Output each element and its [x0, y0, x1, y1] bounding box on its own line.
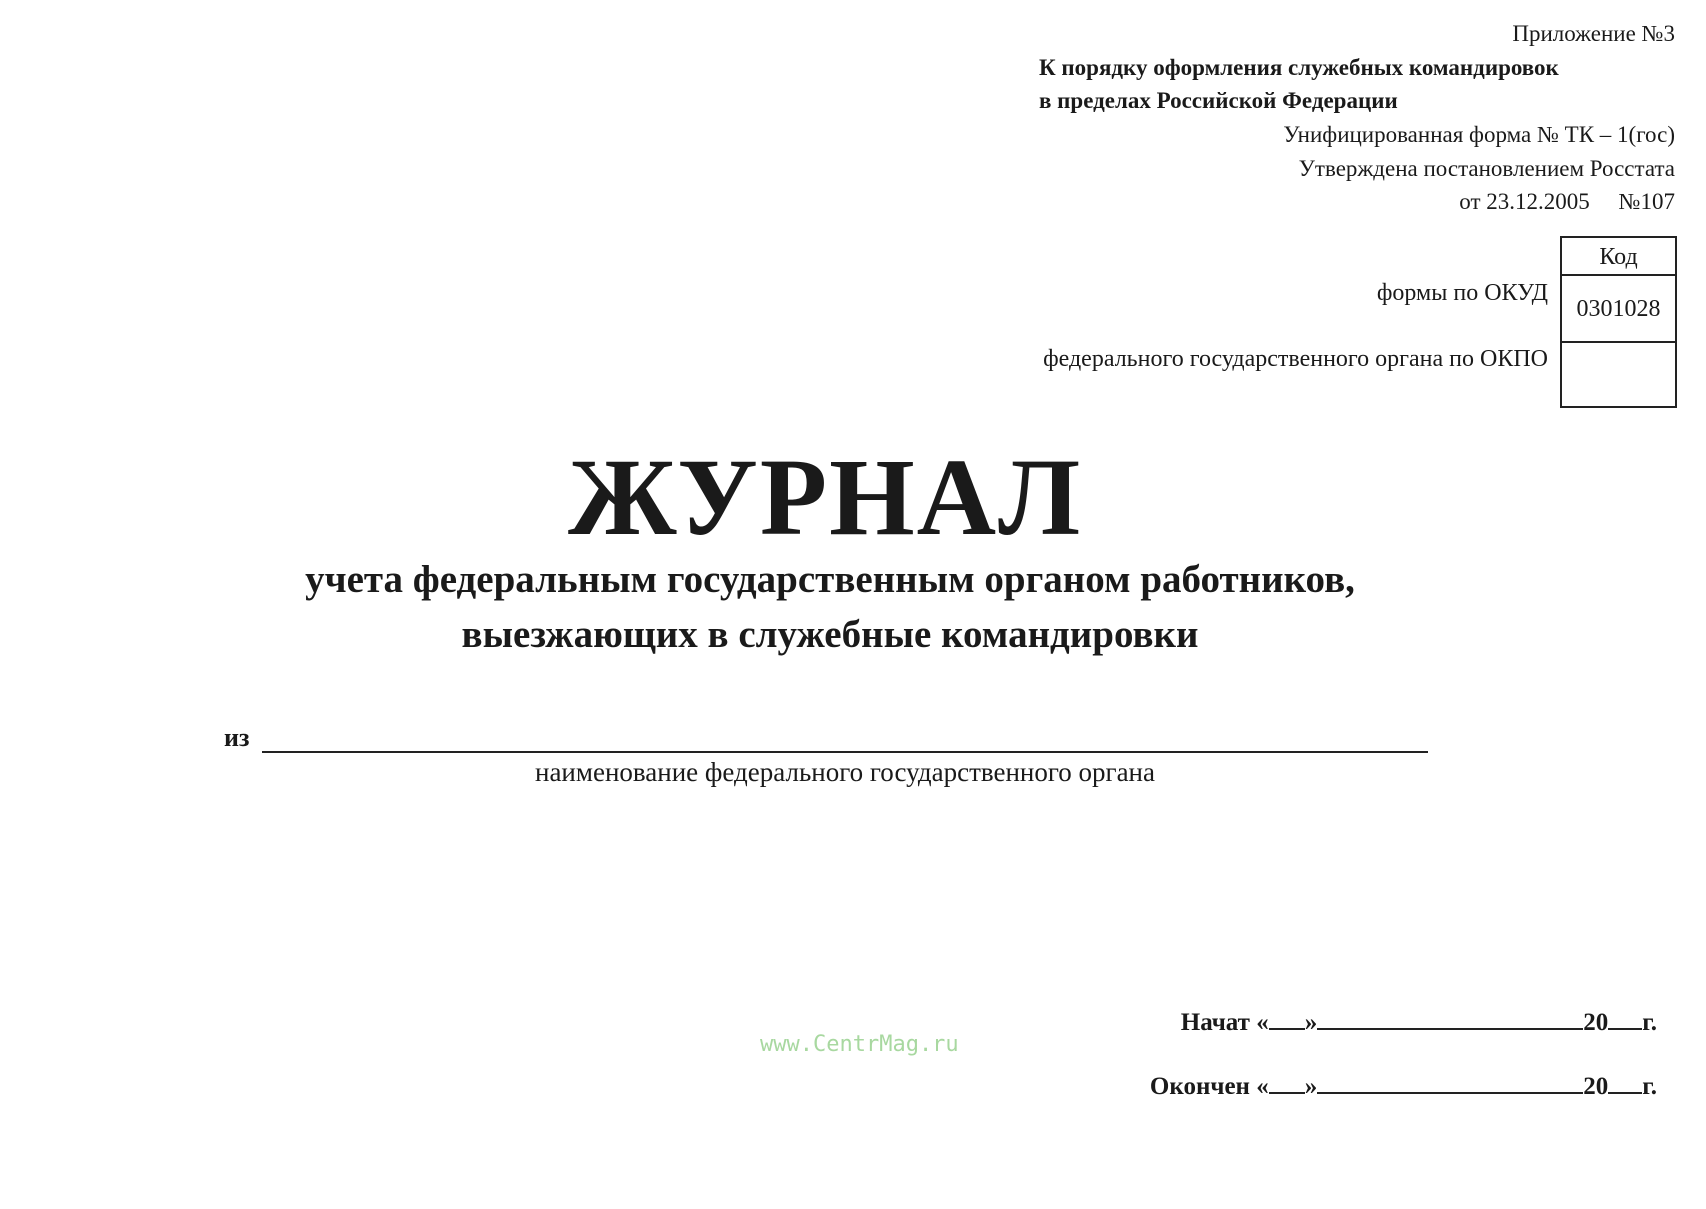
code-header: Код	[1562, 238, 1675, 276]
okud-label: формы по ОКУД	[1376, 280, 1548, 306]
ended-year-blank	[1608, 1070, 1642, 1094]
approved-by: Утверждена постановлением Росстата	[1298, 156, 1675, 181]
ended-month-blank	[1317, 1070, 1583, 1094]
ended-label: Окончен «	[1149, 1073, 1269, 1100]
year-suffix: г.	[1642, 1073, 1657, 1100]
subtitle-line-1: учета федеральным государственным органом работников,	[305, 558, 1355, 601]
started-day-blank	[1269, 1006, 1305, 1030]
year-prefix: 20	[1583, 1009, 1609, 1036]
code-table	[1560, 236, 1677, 408]
quote-close: »	[1304, 1009, 1318, 1036]
started-month-blank	[1317, 1006, 1583, 1030]
subtitle-line-2: выезжающих в служебные командировки	[461, 613, 1199, 656]
site-watermark: www.CentrMag.ru	[760, 1032, 959, 1057]
quote-close: »	[1304, 1073, 1318, 1100]
year-suffix: г.	[1642, 1009, 1657, 1036]
journal-title: ЖУРНАЛ	[567, 436, 1083, 558]
appendix-label: Приложение №3	[1512, 21, 1675, 46]
okpo-label: федерального государственного органа по ОКПО	[1043, 346, 1548, 372]
order-line-2: в пределах Российской Федерации	[1039, 88, 1398, 113]
organ-name-line	[262, 751, 1428, 753]
started-year-blank	[1608, 1006, 1642, 1030]
okpo-value	[1562, 343, 1675, 406]
order-line-1: К порядку оформления служебных командировок	[1039, 55, 1559, 80]
started-label: Начат «	[1180, 1009, 1269, 1036]
approval-date-number: от 23.12.2005 №107	[1459, 189, 1675, 214]
ended-day-blank	[1269, 1070, 1305, 1094]
form-name: Унифицированная форма № ТК – 1(гос)	[1283, 122, 1675, 147]
organ-name-caption: наименование федерального государственного органа	[535, 757, 1155, 787]
from-label: из	[224, 723, 250, 752]
started-row	[1181, 1006, 1657, 1037]
year-prefix: 20	[1583, 1073, 1609, 1100]
okud-value: 0301028	[1562, 276, 1675, 343]
ended-row	[1150, 1070, 1657, 1101]
